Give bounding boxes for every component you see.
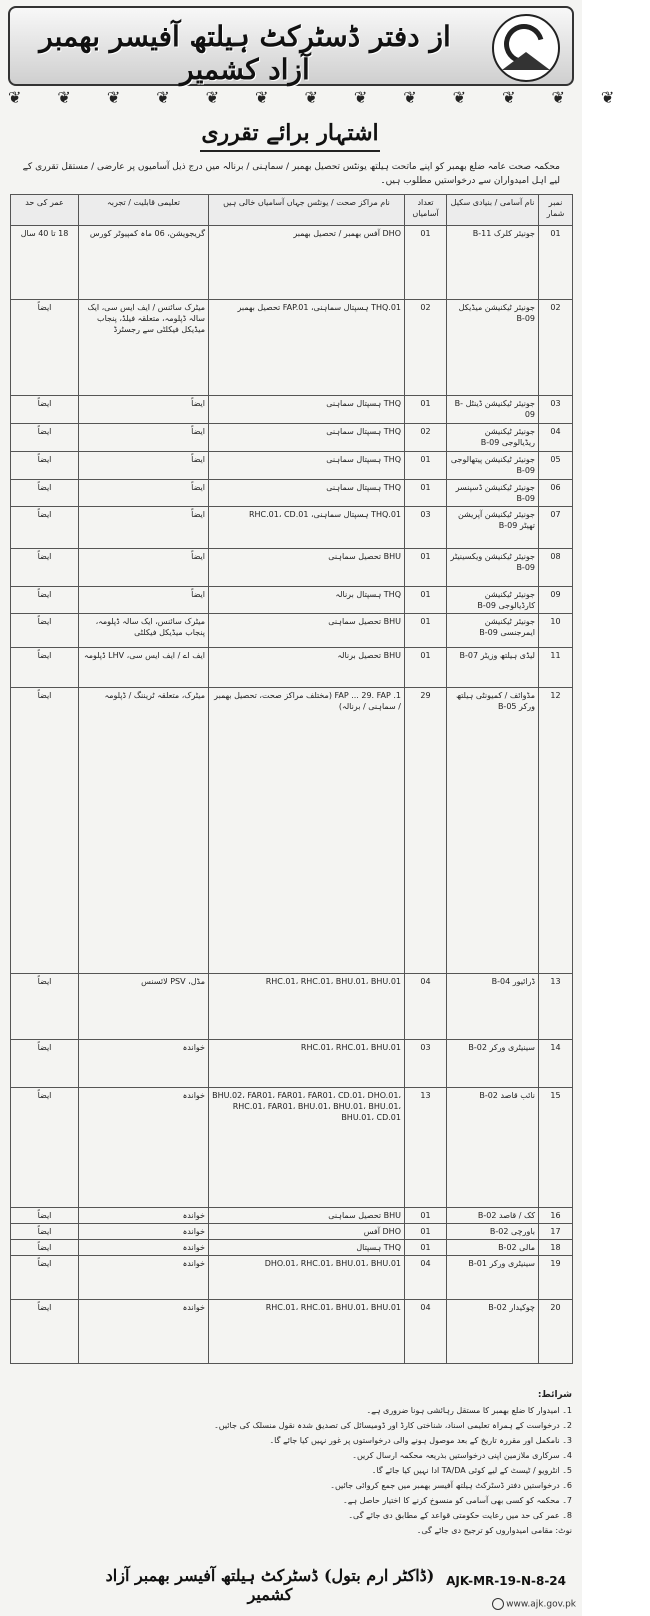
cell-sn: 09 — [539, 587, 573, 614]
cell-post: جونیئر ٹیکنیشن ریڈیالوجی B-09 — [447, 424, 539, 452]
header-sn: نمبر شمار — [539, 195, 573, 226]
cell-age: ایضاً — [11, 1040, 79, 1088]
cell-qual: ایضاً — [79, 507, 209, 549]
cell-age: ایضاً — [11, 1240, 79, 1256]
cell-count: 02 — [405, 424, 447, 452]
cell-count: 01 — [405, 1240, 447, 1256]
cell-place: BHU تحصیل سماہنی — [209, 614, 405, 648]
cell-qual: مڈل، PSV لائسنس — [79, 974, 209, 1040]
intro-paragraph: محکمہ صحت عامہ ضلع بھمبر کو اپنے ماتحت ہیلتھ یونٹس تحصیل بھمبر / سماہنی / برنالہ میں درج ذیل آسامیوں پر عارضی / مستقل تقرری کے لیے اہل امیدواران سے درخواستیں مطلوب ہیں۔ — [22, 162, 560, 186]
cell-age: ایضاً — [11, 974, 79, 1040]
cell-sn: 11 — [539, 648, 573, 688]
cell-place: DHO آفس — [209, 1224, 405, 1240]
cell-age: ایضاً — [11, 648, 79, 688]
table-row — [11, 480, 573, 507]
cell-qual: خواندہ — [79, 1224, 209, 1240]
table-row — [11, 549, 573, 587]
cell-place: DHO آفس بھمبر / تحصیل بھمبر — [209, 226, 405, 300]
cell-qual: ایضاً — [79, 587, 209, 614]
cell-count: 03 — [405, 1040, 447, 1088]
cell-post: سینیٹری ورکر B-02 — [447, 1040, 539, 1088]
cell-sn: 16 — [539, 1208, 573, 1224]
cell-sn: 07 — [539, 507, 573, 549]
cell-post: سینیٹری ورکر B-01 — [447, 1256, 539, 1300]
cell-place: BHU تحصیل سماہنی — [209, 1208, 405, 1224]
cell-post: کک / قاصد B-02 — [447, 1208, 539, 1224]
cell-age: ایضاً — [11, 424, 79, 452]
cell-place: RHC.01، RHC.01، BHU.01، BHU.01 — [209, 974, 405, 1040]
reference-number: AJK-MR-19-N-8-24 — [446, 1574, 566, 1588]
cell-place: THQ ہسپتال برنالہ — [209, 587, 405, 614]
office-title: از دفتر ڈسٹرکٹ ہیلتھ آفیسر بھمبر آزاد کشمیر — [39, 20, 451, 86]
decorative-leaves: ❦❦❦❦❦❦❦❦❦❦❦❦❦ — [8, 88, 650, 107]
cell-count: 29 — [405, 688, 447, 974]
cell-sn: 10 — [539, 614, 573, 648]
cell-post: جونیئر ٹیکنیشن پیتھالوجی B-09 — [447, 452, 539, 480]
cell-place: BHU تحصیل برنالہ — [209, 648, 405, 688]
header-banner — [8, 6, 574, 86]
vacancies-table — [10, 194, 573, 1364]
cell-count: 01 — [405, 549, 447, 587]
cell-sn: 12 — [539, 688, 573, 974]
cell-count: 01 — [405, 1208, 447, 1224]
cell-post: جونیئر ٹیکنیشن ڈسپنسر B-09 — [447, 480, 539, 507]
table-row — [11, 452, 573, 480]
cell-sn: 06 — [539, 480, 573, 507]
cell-qual: ایضاً — [79, 452, 209, 480]
cell-age: ایضاً — [11, 396, 79, 424]
condition-item: 4۔ سرکاری ملازمین اپنی درخواستیں بذریعہ محکمہ ارسال کریں۔ — [352, 1451, 572, 1460]
cell-place: THQ ہسپتال سماہنی — [209, 480, 405, 507]
table-row — [11, 226, 573, 300]
cell-age: ایضاً — [11, 614, 79, 648]
cell-qual: خواندہ — [79, 1256, 209, 1300]
cell-post: ڈرائیور B-04 — [447, 974, 539, 1040]
cell-qual: خواندہ — [79, 1208, 209, 1224]
header-place: نام مراکز صحت / یونٹس جہاں آسامیاں خالی ہیں — [209, 195, 405, 226]
cell-age: ایضاً — [11, 549, 79, 587]
cell-place: THQ.01 ہسپتال سماہنی، RHC.01، CD.01 — [209, 507, 405, 549]
cell-age: ایضاً — [11, 1256, 79, 1300]
cell-qual: گریجویشن، 06 ماہ کمپیوٹر کورس — [79, 226, 209, 300]
cell-qual: خواندہ — [79, 1088, 209, 1208]
website-text: www.ajk.gov.pk — [506, 1599, 576, 1610]
cell-qual: خواندہ — [79, 1040, 209, 1088]
cell-qual: خواندہ — [79, 1240, 209, 1256]
table-row — [11, 1240, 573, 1256]
cell-place: THQ ہسپتال سماہنی — [209, 452, 405, 480]
cell-place: RHC.01، RHC.01، BHU.01 — [209, 1040, 405, 1088]
header-qualification: تعلیمی قابلیت / تجربہ — [79, 195, 209, 226]
cell-sn: 05 — [539, 452, 573, 480]
cell-place: BHU تحصیل سماہنی — [209, 549, 405, 587]
cell-age: 18 تا 40 سال — [11, 226, 79, 300]
condition-item: 1۔ امیدوار کا ضلع بھمبر کا مستقل رہائشی ہونا ضروری ہے۔ — [366, 1406, 572, 1415]
table-row — [11, 648, 573, 688]
cell-count: 01 — [405, 452, 447, 480]
cell-count: 01 — [405, 1224, 447, 1240]
table-row — [11, 396, 573, 424]
cell-qual: ایضاً — [79, 424, 209, 452]
cell-qual: خواندہ — [79, 1300, 209, 1364]
cell-qual: ایضاً — [79, 549, 209, 587]
table-row — [11, 1088, 573, 1208]
signature-block: (ڈاکٹر ارم بتول) ڈسٹرکٹ ہیلتھ آفیسر بھمبر آزاد کشمیر — [105, 1566, 435, 1604]
cell-post: جونیئر ٹیکنیشن ویکسینیٹر B-09 — [447, 549, 539, 587]
cell-post: جونیئر ٹیکنیشن ڈینٹل B-09 — [447, 396, 539, 424]
cell-post: جونیئر ٹیکنیشن میڈیکل B-09 — [447, 300, 539, 396]
table-row — [11, 1224, 573, 1240]
table-row — [11, 1040, 573, 1088]
cell-place: THQ ہسپتال — [209, 1240, 405, 1256]
website-link[interactable] — [486, 1598, 576, 1610]
cell-qual: ایضاً — [79, 396, 209, 424]
cell-count: 13 — [405, 1088, 447, 1208]
table-body — [11, 226, 573, 1364]
cell-count: 01 — [405, 587, 447, 614]
cell-age: ایضاً — [11, 1300, 79, 1364]
cell-qual: میٹرک، متعلقہ ٹریننگ / ڈپلومہ — [79, 688, 209, 974]
cell-sn: 03 — [539, 396, 573, 424]
table-row — [11, 1300, 573, 1364]
cell-count: 01 — [405, 396, 447, 424]
cell-sn: 15 — [539, 1088, 573, 1208]
table-row — [11, 587, 573, 614]
cell-place: THQ.01 ہسپتال سماہنی، FAP.01 تحصیل بھمبر — [209, 300, 405, 396]
cell-place: DHO.01، RHC.01، BHU.01، BHU.01 — [209, 1256, 405, 1300]
cell-count: 02 — [405, 300, 447, 396]
cell-sn: 13 — [539, 974, 573, 1040]
cell-count: 04 — [405, 1256, 447, 1300]
cell-qual: میٹرک سائنس / ایف ایس سی، ایک سالہ ڈپلومہ، متعلقہ فیلڈ، پنجاب میڈیکل فیکلٹی سے رجسٹرڈ — [79, 300, 209, 396]
cell-sn: 14 — [539, 1040, 573, 1088]
cell-place: RHC.01، RHC.01، BHU.01، BHU.01 — [209, 1300, 405, 1364]
title-underline — [200, 150, 380, 152]
cell-age: ایضاً — [11, 1088, 79, 1208]
condition-item: 8۔ عمر کی حد میں رعایت حکومتی قواعد کے مطابق دی جائے گی۔ — [348, 1511, 572, 1520]
cell-post: مالی B-02 — [447, 1240, 539, 1256]
globe-icon — [492, 1598, 504, 1610]
condition-item: 2۔ درخواست کے ہمراہ تعلیمی اسناد، شناختی کارڈ اور ڈومیسائل کی تصدیق شدہ نقول منسلک کی جائیں۔ — [214, 1421, 572, 1430]
cell-qual: ایضاً — [79, 480, 209, 507]
cell-post: جونیئر ٹیکنیشن آپریشن تھیٹر B-09 — [447, 507, 539, 549]
cell-place: BHU.02، FAR01، FAR01، FAR01، CD.01، DHO.01، RHC.01، FAR01، BHU.01، BHU.01، BHU.01، BHU.01، CD.01 — [209, 1088, 405, 1208]
table-row — [11, 300, 573, 396]
ajk-emblem-icon — [492, 14, 560, 82]
conditions-section — [10, 1388, 572, 1538]
cell-place: THQ ہسپتال سماہنی — [209, 396, 405, 424]
cell-post: مڈوائف / کمیونٹی ہیلتھ ورکر B-05 — [447, 688, 539, 974]
cell-sn: 08 — [539, 549, 573, 587]
cell-age: ایضاً — [11, 1208, 79, 1224]
cell-age: ایضاً — [11, 507, 79, 549]
header-post: نام آسامی / بنیادی سکیل — [447, 195, 539, 226]
table-row — [11, 974, 573, 1040]
cell-count: 04 — [405, 1300, 447, 1364]
cell-sn: 20 — [539, 1300, 573, 1364]
cell-count: 01 — [405, 614, 447, 648]
condition-item: 3۔ نامکمل اور مقررہ تاریخ کے بعد موصول ہونے والی درخواستوں پر غور نہیں کیا جائے گا۔ — [269, 1436, 572, 1445]
cell-count: 01 — [405, 226, 447, 300]
cell-post: باورچی B-02 — [447, 1224, 539, 1240]
advertisement-title: اشتہار برائے تقرری — [201, 120, 379, 146]
cell-age: ایضاً — [11, 452, 79, 480]
cell-post: چوکیدار B-02 — [447, 1300, 539, 1364]
condition-item: 6۔ درخواستیں دفتر ڈسٹرکٹ ہیلتھ آفیسر بھمبر میں جمع کروائی جائیں۔ — [330, 1481, 572, 1490]
conditions-list — [10, 1403, 572, 1523]
cell-age: ایضاً — [11, 300, 79, 396]
conditions-note: نوٹ: مقامی امیدواروں کو ترجیح دی جائے گی۔ — [416, 1526, 572, 1535]
cell-count: 01 — [405, 480, 447, 507]
cell-qual: میٹرک سائنس، ایک سالہ ڈپلومہ، پنجاب میڈیکل فیکلٹی — [79, 614, 209, 648]
cell-sn: 04 — [539, 424, 573, 452]
table-row — [11, 614, 573, 648]
table-row — [11, 1256, 573, 1300]
cell-place: 1. FAP ... 29. FAP (مختلف مراکز صحت، تحصیل بھمبر / سماہنی / برنالہ) — [209, 688, 405, 974]
cell-age: ایضاً — [11, 688, 79, 974]
cell-count: 03 — [405, 507, 447, 549]
cell-sn: 18 — [539, 1240, 573, 1256]
cell-sn: 17 — [539, 1224, 573, 1240]
cell-post: جونیئر ٹیکنیشن کارڈیالوجی B-09 — [447, 587, 539, 614]
cell-place: THQ ہسپتال سماہنی — [209, 424, 405, 452]
cell-post: جونیئر ٹیکنیشن ایمرجنسی B-09 — [447, 614, 539, 648]
cell-age: ایضاً — [11, 1224, 79, 1240]
condition-item: 5۔ انٹرویو / ٹیسٹ کے لیے کوئی TA/DA ادا نہیں کیا جائے گا۔ — [371, 1466, 572, 1475]
cell-post: جونیئر کلرک B-11 — [447, 226, 539, 300]
cell-count: 01 — [405, 648, 447, 688]
cell-qual: ایف اے / ایف ایس سی، LHV ڈپلومہ — [79, 648, 209, 688]
conditions-heading: شرائط: — [537, 1390, 572, 1400]
cell-sn: 19 — [539, 1256, 573, 1300]
table-row — [11, 1208, 573, 1224]
header-age: عمر کی حد — [11, 195, 79, 226]
cell-sn: 02 — [539, 300, 573, 396]
cell-age: ایضاً — [11, 587, 79, 614]
table-row — [11, 507, 573, 549]
table-header-row — [11, 195, 573, 226]
cell-count: 04 — [405, 974, 447, 1040]
cell-sn: 01 — [539, 226, 573, 300]
condition-item: 7۔ محکمہ کو کسی بھی آسامی کو منسوخ کرنے کا اختیار حاصل ہے۔ — [343, 1496, 572, 1505]
table-row — [11, 424, 573, 452]
cell-post: نائب قاصد B-02 — [447, 1088, 539, 1208]
cell-age: ایضاً — [11, 480, 79, 507]
header-count: تعداد آسامیاں — [405, 195, 447, 226]
table-row — [11, 688, 573, 974]
cell-post: لیڈی ہیلتھ وزیٹر B-07 — [447, 648, 539, 688]
